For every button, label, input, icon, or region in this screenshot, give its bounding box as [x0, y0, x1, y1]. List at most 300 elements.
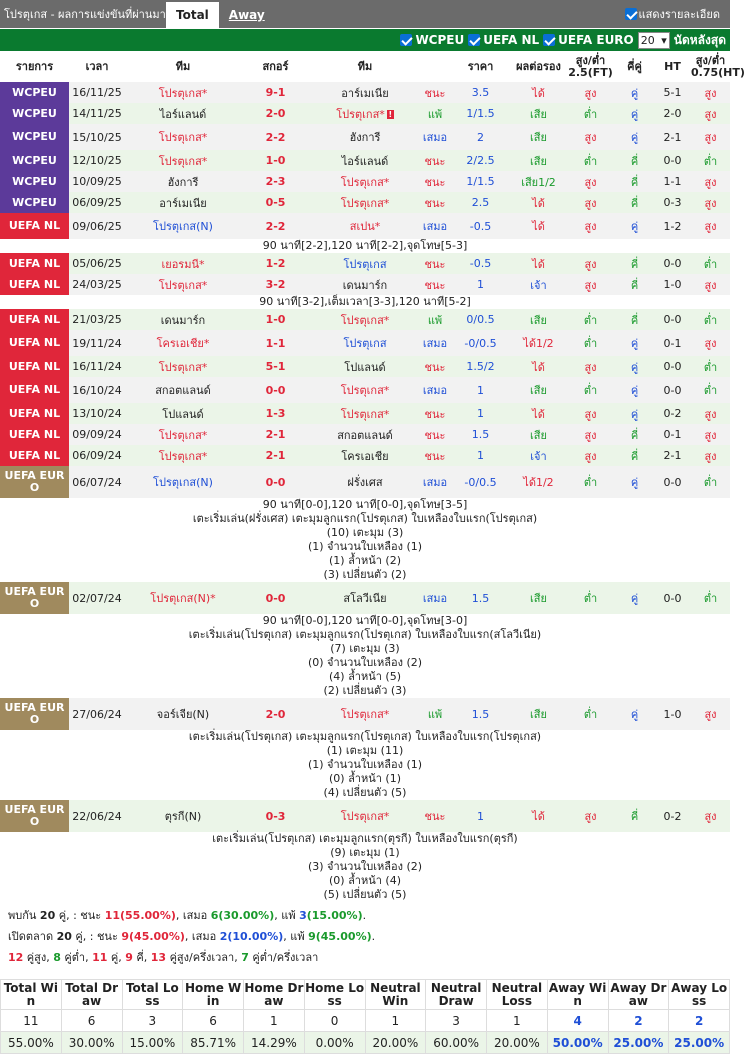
odds-cell: -0.5 [450, 213, 511, 239]
away-team-cell[interactable]: ไอร์แลนด์ [310, 150, 420, 171]
stats-header: Neutral Draw [426, 980, 487, 1010]
score-cell[interactable]: 3-2 [241, 274, 310, 295]
s2a: เปิดตลาด [8, 930, 57, 943]
recent-label: นัดหลังสุด [673, 32, 726, 47]
col-home: ทีม [125, 51, 241, 82]
home-team-cell[interactable]: สกอตแลนด์ [125, 377, 241, 403]
handicap-result-cell: เสีย [511, 424, 566, 445]
match-note-row [0, 568, 730, 582]
over-under-cell: สูง [566, 192, 615, 213]
half-time-cell: 2-0 [654, 103, 691, 124]
score-cell[interactable]: 2-0 [241, 103, 310, 124]
home-team-cell[interactable]: จอร์เจีย(N) [125, 698, 241, 730]
stats-header: Away Loss [669, 980, 730, 1010]
match-note-text: เตะเริ่มเล่น(ฝรั่งเศส) เตะมุมลูกแรก(โปรตุเกส) ใบเหลืองใบแรก(โปรตุเกส) [0, 512, 730, 526]
stats-header: Home Loss [305, 980, 365, 1008]
odds-cell: 1/1.5 [450, 103, 511, 124]
handicap-result-cell: เสีย [511, 150, 566, 171]
score-cell[interactable]: 2-2 [241, 124, 310, 150]
match-note-row [0, 526, 730, 540]
stats-count: 11 [1, 1010, 62, 1032]
half-time-cell: 2-1 [654, 445, 691, 466]
odds-cell: 1 [450, 274, 511, 295]
league-cell: UEFA EURO [0, 698, 69, 730]
summary-line-1 [8, 905, 722, 926]
half-time-cell: 0-0 [654, 466, 691, 498]
s3e: 11 [92, 951, 108, 964]
home-team-cell[interactable]: โปรตุเกส* [125, 445, 241, 466]
col-ou: สูง/ต่ำ 2.5(FT) [566, 51, 615, 82]
over-under-cell: ต่ำ [566, 377, 615, 403]
odds-cell: 1.5/2 [450, 356, 511, 377]
page-title: โปรตุเกส - ผลการแข่งขันที่ผ่านมา [4, 8, 166, 21]
over-under-ht-cell: สูง [691, 171, 730, 192]
over-under-cell: ต่ำ [566, 698, 615, 730]
league-cell: UEFA NL [0, 424, 69, 445]
match-note-row [0, 512, 730, 526]
match-note-text: (1) ล้ำหน้า (2) [0, 554, 730, 568]
table-row [0, 330, 730, 356]
over-under-cell: ต่ำ [566, 466, 615, 498]
col-oe: คี่คู่ [615, 51, 654, 82]
score-cell[interactable]: 9-1 [241, 82, 310, 103]
away-team-cell[interactable]: ฝรั่งเศส [310, 466, 420, 498]
over-under-ht-cell: ต่ำ [691, 356, 730, 377]
over-under-ht-cell: สูง [691, 330, 730, 356]
handicap-result-cell: เสีย [511, 124, 566, 150]
result-cell: ชนะ [420, 150, 450, 171]
stats-percent: 85.71% [183, 1032, 244, 1054]
over-under-cell: ต่ำ [566, 582, 615, 614]
s3c: 8 [53, 951, 61, 964]
over-under-ht-cell: ต่ำ [691, 377, 730, 403]
result-cell: ชนะ [420, 800, 450, 832]
league-cell: UEFA EURO [0, 800, 69, 832]
match-note-row [0, 860, 730, 874]
stats-header: Home Draw [244, 980, 304, 1008]
away-team-cell[interactable]: โปรตุเกส* [310, 171, 420, 192]
filter-bar [0, 29, 730, 51]
league-cell: UEFA NL [0, 309, 69, 330]
match-note-row [0, 772, 730, 786]
odd-even-cell: คี่ [615, 309, 654, 330]
home-team-cell[interactable]: อาร์เมเนีย [125, 192, 241, 213]
odds-cell: 2 [450, 124, 511, 150]
column-header-row [0, 51, 730, 82]
match-count-value: 20 [640, 33, 655, 47]
date-cell: 21/03/25 [69, 309, 125, 330]
odds-cell: 1 [450, 800, 511, 832]
odd-even-cell: คู่ [615, 377, 654, 403]
half-time-cell: 0-2 [654, 800, 691, 832]
score-cell[interactable]: 0-0 [241, 377, 310, 403]
odd-even-cell: คู่ [615, 466, 654, 498]
stats-count: 6 [183, 1010, 244, 1032]
odds-cell: 1.5 [450, 582, 511, 614]
home-team-cell[interactable]: โครเอเชีย* [125, 330, 241, 356]
filter-euro-checkbox[interactable] [543, 34, 555, 46]
s2i: , แพ้ [283, 930, 309, 943]
table-row [0, 403, 730, 424]
summary [0, 902, 730, 971]
score-cell[interactable]: 0-0 [241, 582, 310, 614]
away-team-cell[interactable]: โปรตุเกส* [310, 698, 420, 730]
league-cell: WCPEU [0, 124, 69, 150]
over-under-ht-cell: สูง [691, 213, 730, 239]
score-cell[interactable]: 2-1 [241, 445, 310, 466]
match-note-row [0, 628, 730, 642]
home-team-cell[interactable]: โปรตุเกส* [125, 424, 241, 445]
home-team-cell[interactable]: เยอรมนี* [125, 253, 241, 274]
odds-cell: 1 [450, 403, 511, 424]
stats-header: Total Loss [122, 980, 183, 1010]
s3j: คู่สูง/ครึ่งเวลา, [166, 951, 242, 964]
s2d: 9 [121, 930, 130, 943]
result-cell: ชนะ [420, 274, 450, 295]
half-time-cell: 0-1 [654, 330, 691, 356]
over-under-ht-cell: สูง [691, 103, 730, 124]
date-cell: 09/09/24 [69, 424, 125, 445]
over-under-cell: สูง [566, 171, 615, 192]
over-under-ht-cell: สูง [691, 800, 730, 832]
s2e: (45.00%) [129, 930, 185, 943]
handicap-result-cell: เจ้า [511, 274, 566, 295]
score-cell[interactable]: 2-1 [241, 424, 310, 445]
result-cell: ชนะ [420, 82, 450, 103]
odd-even-cell: คู่ [615, 103, 654, 124]
match-note-text: (10) เตะมุม (3) [0, 526, 730, 540]
match-note-text: เตะเริ่มเล่น(โปรตุเกส) เตะมุมลูกแรก(โปรตุเกส) ใบเหลืองใบแรก(โปรตุเกส) [0, 730, 730, 744]
half-time-cell: 1-2 [654, 213, 691, 239]
date-cell: 06/09/25 [69, 192, 125, 213]
handicap-result-cell: ได้ [511, 403, 566, 424]
date-cell: 16/11/25 [69, 82, 125, 103]
home-team-cell[interactable]: โปรตุเกส* [125, 150, 241, 171]
handicap-result-cell: เสีย1/2 [511, 171, 566, 192]
handicap-result-cell: ได้ [511, 192, 566, 213]
match-table [0, 51, 745, 902]
s3a: 12 [8, 951, 24, 964]
away-team-cell[interactable]: โปรตุเกส* [310, 377, 420, 403]
match-note-text: 90 นาที[3-2],เต็มเวลา[3-3],120 นาที[5-2] [0, 295, 730, 309]
half-time-cell: 0-0 [654, 309, 691, 330]
over-under-cell: สูง [566, 403, 615, 424]
filter-wcpeu-checkbox[interactable] [400, 34, 412, 46]
over-under-ht-cell: สูง [691, 124, 730, 150]
odd-even-cell: คู่ [615, 356, 654, 377]
result-cell: ชนะ [420, 253, 450, 274]
s1c: คู่, : ชนะ [55, 909, 105, 922]
home-team-cell[interactable]: ฮังการี [125, 171, 241, 192]
stats-percent: 20.00% [365, 1032, 426, 1054]
red-card-icon: ! [388, 110, 393, 119]
away-team-cell[interactable]: โปรตุเกส [310, 330, 420, 356]
home-team-cell[interactable]: โปรตุเกส* [125, 124, 241, 150]
table-row [0, 698, 730, 730]
s2l: . [371, 930, 376, 943]
date-cell: 02/07/24 [69, 582, 125, 614]
away-team-cell[interactable]: โปรตุเกส* [310, 403, 420, 424]
score-cell[interactable]: 2-2 [241, 213, 310, 239]
table-row [0, 253, 730, 274]
league-cell: WCPEU [0, 82, 69, 103]
odds-cell: 1/1.5 [450, 171, 511, 192]
league-cell: UEFA NL [0, 213, 69, 239]
home-team-cell[interactable]: โปรตุเกส(N) [125, 466, 241, 498]
over-under-ht-cell: สูง [691, 192, 730, 213]
match-note-text: (4) เปลี่ยนตัว (5) [0, 786, 730, 800]
half-time-cell: 0-3 [654, 192, 691, 213]
table-row [0, 309, 730, 330]
home-team-cell[interactable]: ไอร์แลนด์ [125, 103, 241, 124]
match-note-text: (1) จำนวนใบเหลือง (1) [0, 540, 730, 554]
over-under-ht-cell: สูง [691, 424, 730, 445]
handicap-result-cell: เสีย [511, 103, 566, 124]
stats-count: 3 [426, 1010, 487, 1032]
col-ht: HT [654, 51, 691, 82]
stats-header-row [1, 980, 730, 1010]
table-row [0, 171, 730, 192]
result-cell: ชนะ [420, 356, 450, 377]
s2c: คู่, : ชนะ [71, 930, 122, 943]
table-row [0, 82, 730, 103]
s2h: (10.00%) [227, 930, 284, 943]
tab-total[interactable]: Total [166, 2, 219, 28]
s1l: . [362, 909, 367, 922]
stats-count: 3 [122, 1010, 183, 1032]
over-under-cell: สูง [566, 445, 615, 466]
table-row [0, 274, 730, 295]
half-time-cell: 1-0 [654, 274, 691, 295]
col-league: รายการ [0, 51, 69, 82]
score-cell[interactable]: 2-0 [241, 698, 310, 730]
stats-percent: 20.00% [487, 1032, 548, 1054]
stats-header: Total Draw [61, 980, 122, 1010]
odd-even-cell: คู่ [615, 82, 654, 103]
s3b: คู่สูง, [23, 951, 54, 964]
match-note-row [0, 540, 730, 554]
show-detail-toggle[interactable] [625, 5, 730, 23]
match-note-row [0, 730, 730, 744]
match-note-row [0, 684, 730, 698]
score-cell[interactable]: 2-3 [241, 171, 310, 192]
away-team-cell[interactable]: โปรตุเกส* [310, 800, 420, 832]
away-team-cell[interactable]: ฮังการี [310, 124, 420, 150]
filter-uefanl-checkbox[interactable] [468, 34, 480, 46]
match-note-row [0, 874, 730, 888]
over-under-cell: ต่ำ [566, 309, 615, 330]
match-table-body [0, 82, 730, 902]
summary-line-3 [8, 947, 722, 968]
s1i: , แพ้ [274, 909, 300, 922]
over-under-ht-cell: ต่ำ [691, 150, 730, 171]
stats-percent: 14.29% [244, 1032, 305, 1054]
table-row [0, 445, 730, 466]
away-team-cell[interactable]: สโลวีเนีย [310, 582, 420, 614]
score-cell[interactable]: 1-3 [241, 403, 310, 424]
home-team-cell[interactable]: โปรตุเกส(N) [125, 213, 241, 239]
league-cell: UEFA NL [0, 274, 69, 295]
col-odds: ราคา [450, 51, 511, 82]
odd-even-cell: คี่ [615, 150, 654, 171]
home-team-cell[interactable]: โปรตุเกส(N)* [125, 582, 241, 614]
date-cell: 06/07/24 [69, 466, 125, 498]
match-count-select[interactable] [638, 32, 670, 49]
score-cell[interactable]: 1-1 [241, 330, 310, 356]
half-time-cell: 0-0 [654, 150, 691, 171]
home-team-cell[interactable]: โปรตุเกส* [125, 356, 241, 377]
away-team-cell[interactable]: โปแลนด์ [310, 356, 420, 377]
league-cell: UEFA NL [0, 403, 69, 424]
result-cell: เสมอ [420, 466, 450, 498]
half-time-cell: 1-0 [654, 698, 691, 730]
match-note-text: (7) เตะมุม (3) [0, 642, 730, 656]
filter-uefanl[interactable] [468, 33, 539, 47]
score-cell[interactable]: 1-0 [241, 309, 310, 330]
s1g: 6 [210, 909, 219, 922]
league-cell: WCPEU [0, 103, 69, 124]
league-cell: UEFA NL [0, 377, 69, 403]
match-note-row [0, 498, 730, 512]
stats-header: Home Win [183, 980, 244, 1010]
score-cell[interactable]: 0-5 [241, 192, 310, 213]
half-time-cell: 0-0 [654, 377, 691, 403]
table-row [0, 213, 730, 239]
score-cell[interactable]: 0-3 [241, 800, 310, 832]
table-row [0, 192, 730, 213]
s3d: คู่ต่ำ, [60, 951, 93, 964]
home-team-cell[interactable]: โปรตุเกส* [125, 274, 241, 295]
s1b: 20 [39, 909, 56, 922]
score-cell[interactable]: 0-0 [241, 466, 310, 498]
over-under-cell: สูง [566, 800, 615, 832]
stats-percent: 0.00% [304, 1032, 365, 1054]
home-team-cell[interactable]: เดนมาร์ก [125, 309, 241, 330]
away-team-cell[interactable]: โปรตุเกส [310, 253, 420, 274]
match-note-row [0, 670, 730, 684]
result-cell: เสมอ [420, 582, 450, 614]
s3l: คู่ต่ำ/ครึ่งเวลา [248, 951, 319, 964]
col-date: เวลา [69, 51, 125, 82]
col-ah: ผลต่อรอง [511, 51, 566, 82]
date-cell: 06/09/24 [69, 445, 125, 466]
over-under-cell: ต่ำ [566, 150, 615, 171]
league-cell: UEFA EURO [0, 466, 69, 498]
match-note-text: 90 นาที[2-2],120 นาที[2-2],จุดโทษ[5-3] [0, 239, 730, 253]
odd-even-cell: คู่ [615, 213, 654, 239]
odds-cell: -0.5 [450, 253, 511, 274]
league-cell: WCPEU [0, 150, 69, 171]
stats-header: Away Draw [608, 980, 669, 1010]
date-cell: 13/10/24 [69, 403, 125, 424]
stats-header: Away Win [548, 980, 607, 1008]
s2b: 20 [56, 930, 72, 943]
odds-cell: 2.5 [450, 192, 511, 213]
home-team-cell[interactable]: ตุรกี(N) [125, 800, 241, 832]
filter-euro[interactable] [543, 33, 634, 47]
stats-percent: 15.00% [122, 1032, 183, 1054]
match-note-text: (4) ล้ำหน้า (5) [0, 670, 730, 684]
s2g: 2 [219, 930, 228, 943]
odd-even-cell: คู่ [615, 698, 654, 730]
date-cell: 09/06/25 [69, 213, 125, 239]
score-cell[interactable]: 1-2 [241, 253, 310, 274]
score-cell[interactable]: 5-1 [241, 356, 310, 377]
odd-even-cell: คู่ [615, 582, 654, 614]
filter-euro-label: UEFA EURO [558, 33, 634, 47]
odd-even-cell: คี่ [615, 274, 654, 295]
home-team-cell[interactable]: โปรตุเกส* [125, 82, 241, 103]
handicap-result-cell: ได้ [511, 213, 566, 239]
match-note-text: 90 นาที[0-0],120 นาที[0-0],จุดโทษ[3-0] [0, 614, 730, 628]
stats-count: 2 [669, 1010, 730, 1032]
over-under-cell: สูง [566, 213, 615, 239]
result-cell: แพ้ [420, 698, 450, 730]
odds-cell: 1 [450, 377, 511, 403]
away-team-cell[interactable]: โปรตุเกส* [310, 309, 420, 330]
score-cell[interactable]: 1-0 [241, 150, 310, 171]
odds-cell: 1 [450, 445, 511, 466]
s1f: , เสมอ [175, 909, 211, 922]
match-note-row [0, 888, 730, 902]
match-note-text: (5) เปลี่ยนตัว (5) [0, 888, 730, 902]
match-note-row [0, 239, 730, 253]
stats-percent: 30.00% [61, 1032, 122, 1054]
col-ou2: สูง/ต่ำ 0.75(HT) [691, 51, 730, 82]
half-time-cell: 0-0 [654, 582, 691, 614]
s2k: (45.00%) [315, 930, 372, 943]
stats-count: 6 [61, 1010, 122, 1032]
match-note-text: (0) จำนวนใบเหลือง (2) [0, 656, 730, 670]
away-team-cell[interactable]: โครเอเชีย [310, 445, 420, 466]
odd-even-cell: คี่ [615, 445, 654, 466]
odds-cell: 0/0.5 [450, 309, 511, 330]
handicap-result-cell: เสีย [511, 698, 566, 730]
table-row [0, 356, 730, 377]
filter-wcpeu[interactable] [400, 33, 464, 47]
odd-even-cell: คี่ [615, 171, 654, 192]
match-note-row [0, 554, 730, 568]
stats-count-row [1, 1010, 730, 1032]
stats-header: Neutral Win [365, 980, 426, 1010]
result-cell: เสมอ [420, 330, 450, 356]
match-note-text: เตะเริ่มเล่น(โปรตุเกส) เตะมุมลูกแรก(โปรตุเกส) ใบเหลืองใบแรก(สโลวีเนีย) [0, 628, 730, 642]
home-team-cell[interactable]: โปแลนด์ [125, 403, 241, 424]
match-note-text: เตะเริ่มเล่น(โปรตุเกส) เตะมุมลูกแรก(ตุรกี) ใบเหลืองใบแรก(ตุรกี) [0, 832, 730, 846]
stats-percent: 60.00% [426, 1032, 487, 1054]
match-note-row [0, 642, 730, 656]
league-cell: WCPEU [0, 171, 69, 192]
away-team-cell[interactable]: สเปน* [310, 213, 420, 239]
summary-line-2 [8, 926, 722, 947]
league-cell: UEFA NL [0, 330, 69, 356]
half-time-cell: 1-1 [654, 171, 691, 192]
away-team-cell[interactable]: โปรตุเกส* ! [310, 103, 420, 124]
tab-away[interactable]: Away [228, 8, 265, 22]
stats-count: 1 [244, 1010, 305, 1032]
s2j: 9 [308, 930, 316, 943]
s1e: (55.00%) [120, 909, 176, 922]
away-team-cell[interactable]: โปรตุเกส* [310, 192, 420, 213]
away-team-cell[interactable]: อาร์เมเนีย [310, 82, 420, 103]
away-team-cell[interactable]: สกอตแลนด์ [310, 424, 420, 445]
show-detail-checkbox[interactable] [625, 8, 637, 20]
date-cell: 12/10/25 [69, 150, 125, 171]
over-under-cell: สูง [566, 356, 615, 377]
match-note-text: (3) จำนวนใบเหลือง (2) [0, 860, 730, 874]
half-time-cell: 5-1 [654, 82, 691, 103]
away-team-cell[interactable]: เดนมาร์ก [310, 274, 420, 295]
